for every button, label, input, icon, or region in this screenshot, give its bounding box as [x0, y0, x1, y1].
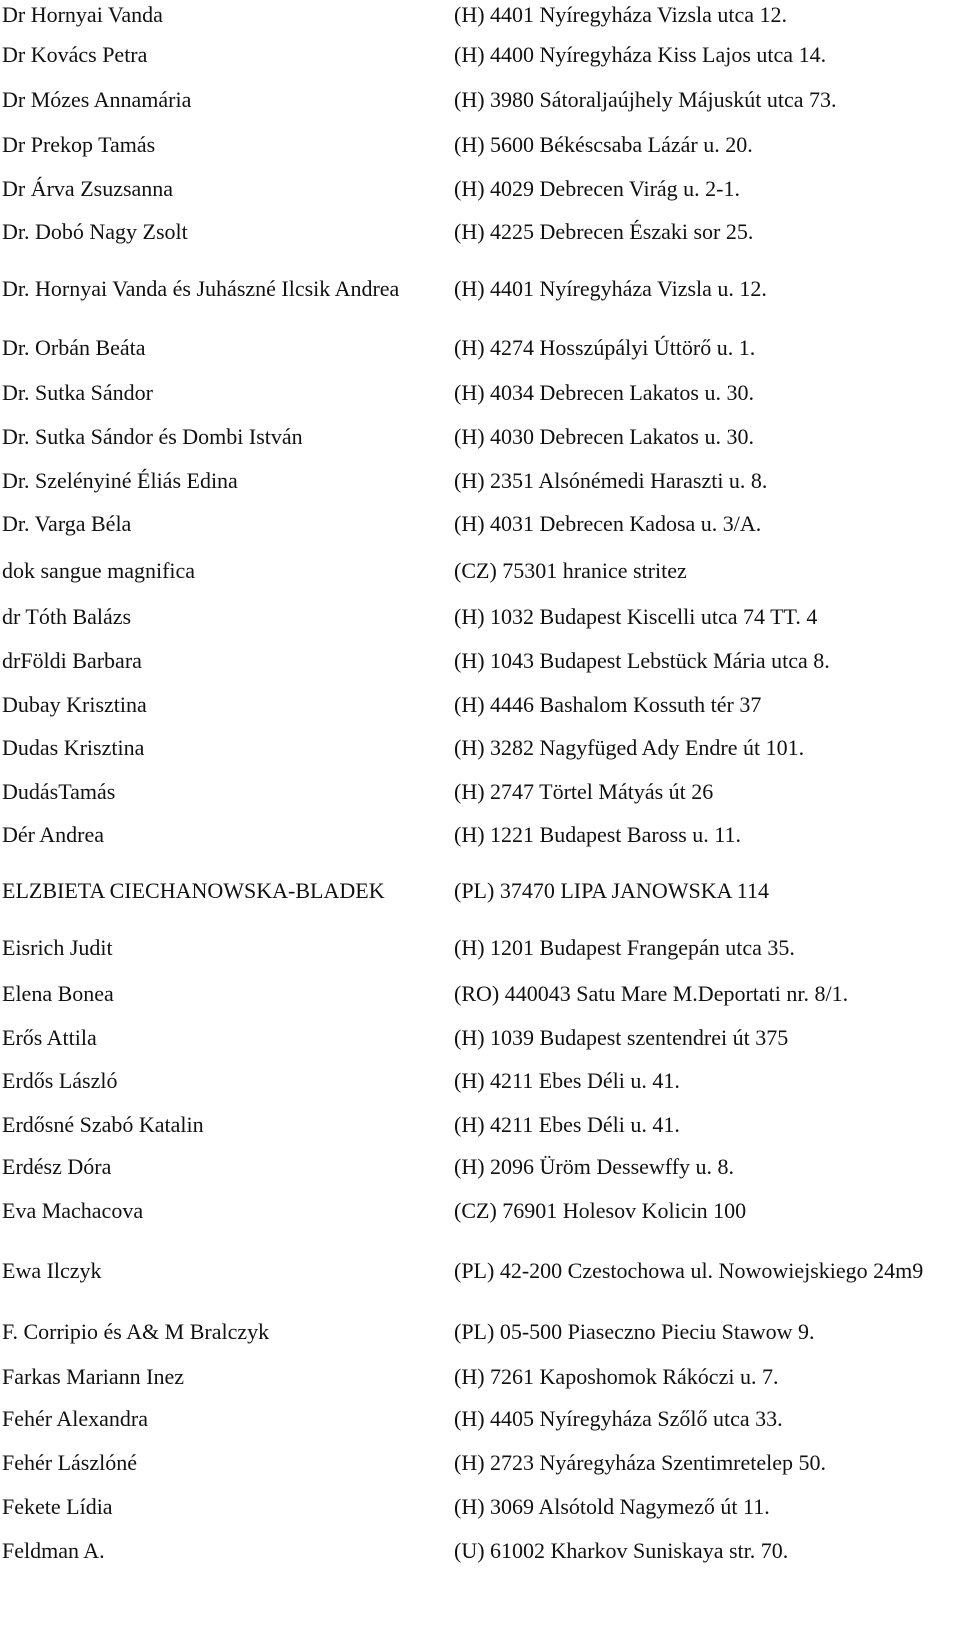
- entry-address: [454, 122, 960, 166]
- entry-name: [2, 1484, 422, 1528]
- entry-address-text: (H) 3069 Alsótold Nagymező út 11.: [454, 1493, 770, 1519]
- entry-name: [2, 210, 422, 252]
- entry-address-text: (H) 4034 Debrecen Lakatos u. 30.: [454, 379, 754, 405]
- entry-name-text: Erős Attila: [2, 1024, 97, 1050]
- entry-name: [2, 812, 422, 856]
- entry-name-text: Dr. Orbán Beáta: [2, 334, 146, 360]
- entry-name: [2, 724, 422, 770]
- entry-address: [454, 636, 960, 684]
- entry-address-text: (H) 4211 Ebes Déli u. 41.: [454, 1111, 680, 1137]
- directory-row: [0, 324, 960, 370]
- entry-name-text: Dér Andrea: [2, 821, 105, 847]
- entry-address: [454, 1396, 960, 1440]
- entry-name: [2, 1306, 422, 1356]
- entry-address-text: (CZ) 76901 Holesov Kolicin 100: [454, 1197, 747, 1223]
- entry-address-text: (H) 2351 Alsónémedi Haraszti u. 8.: [454, 467, 768, 493]
- entry-name: [2, 458, 422, 502]
- entry-name-text: DudásTamás: [2, 778, 116, 804]
- entry-address: [454, 414, 960, 458]
- entry-name: [2, 0, 422, 28]
- entry-name: [2, 1528, 422, 1572]
- entry-name-text: Fehér Lászlóné: [2, 1449, 137, 1475]
- entry-address-text: (H) 1043 Budapest Lebstück Mária utca 8.: [454, 647, 830, 673]
- directory-row: [0, 32, 960, 76]
- entry-address-text: (PL) 37470 LIPA JANOWSKA 114: [454, 877, 769, 903]
- entry-address-text: (H) 4400 Nyíregyháza Kiss Lajos utca 14.: [454, 41, 827, 67]
- entry-name: [2, 370, 422, 414]
- entry-name: [2, 1058, 422, 1102]
- entry-name-text: Elena Bonea: [2, 980, 114, 1006]
- entry-name-text: Farkas Mariann Inez: [2, 1363, 185, 1389]
- entry-name: [2, 970, 422, 1016]
- entry-name: [2, 684, 422, 724]
- entry-address: [454, 544, 960, 596]
- directory-row: [0, 684, 960, 724]
- entry-name: [2, 324, 422, 370]
- entry-name-text: Dr. Varga Béla: [2, 510, 132, 536]
- entry-name: [2, 544, 422, 596]
- directory-row: [0, 252, 960, 324]
- entry-address: [454, 1440, 960, 1484]
- entry-name-text: Dr. Szelényiné Éliás Edina: [2, 467, 238, 493]
- entry-address: [454, 76, 960, 122]
- entry-address-text: (H) 4030 Debrecen Lakatos u. 30.: [454, 423, 754, 449]
- entry-name-text: Dr. Sutka Sándor: [2, 379, 153, 405]
- entry-address-text: (PL) 05-500 Piaseczno Pieciu Stawow 9.: [454, 1318, 815, 1344]
- entry-name-text: Erdős László: [2, 1067, 118, 1093]
- entry-name-text: dr Tóth Balázs: [2, 603, 132, 629]
- entry-name-text: Ewa Ilczyk: [2, 1257, 102, 1283]
- entry-address: [454, 770, 960, 812]
- entry-name: [2, 1396, 422, 1440]
- entry-name-text: ELZBIETA CIECHANOWSKA-BLADEK: [2, 877, 385, 903]
- entry-name: [2, 414, 422, 458]
- directory-row: [0, 1484, 960, 1528]
- entry-name: [2, 1146, 422, 1186]
- entry-name-text: Dr Hornyai Vanda: [2, 1, 163, 27]
- entry-address-text: (H) 4405 Nyíregyháza Szőlő utca 33.: [454, 1405, 783, 1431]
- entry-name-text: Feldman A.: [2, 1537, 105, 1563]
- directory-row: [0, 370, 960, 414]
- entry-address-text: (H) 2747 Törtel Mátyás út 26: [454, 778, 714, 804]
- entry-address-text: (U) 61002 Kharkov Suniskaya str. 70.: [454, 1537, 789, 1563]
- entry-address-text: (H) 5600 Békéscsaba Lázár u. 20.: [454, 131, 753, 157]
- directory-row: [0, 970, 960, 1016]
- directory-row: [0, 166, 960, 210]
- entry-address: [454, 370, 960, 414]
- entry-name-text: Dr. Hornyai Vanda és Juhászné Ilcsik Andrea: [2, 275, 400, 301]
- entry-address-text: (H) 1039 Budapest szentendrei út 375: [454, 1024, 789, 1050]
- directory-row: [0, 1058, 960, 1102]
- directory-row: [0, 1440, 960, 1484]
- entry-address-text: (H) 2096 Üröm Dessewffy u. 8.: [454, 1153, 735, 1179]
- directory-row: [0, 1528, 960, 1572]
- entry-name-text: Fehér Alexandra: [2, 1405, 148, 1431]
- entry-address-text: (PL) 42-200 Czestochowa ul. Nowowiejskiego 24m9: [454, 1257, 924, 1283]
- directory-row: [0, 812, 960, 856]
- entry-name-text: Eisrich Judit: [2, 934, 113, 960]
- directory-row: [0, 1102, 960, 1146]
- entry-name: [2, 1440, 422, 1484]
- directory-row: [0, 1186, 960, 1234]
- entry-address-text: (H) 4401 Nyíregyháza Vizsla utca 12.: [454, 1, 788, 27]
- entry-address: [454, 1234, 960, 1306]
- entry-name-text: Dr Árva Zsuzsanna: [2, 175, 174, 201]
- entry-name-text: Fekete Lídia: [2, 1493, 113, 1519]
- entry-name: [2, 122, 422, 166]
- entry-address-text: (H) 4211 Ebes Déli u. 41.: [454, 1067, 680, 1093]
- entry-name: [2, 1016, 422, 1058]
- entry-name-text: drFöldi Barbara: [2, 647, 142, 673]
- entry-address: [454, 1306, 960, 1356]
- entry-name-text: Dr Prekop Tamás: [2, 131, 156, 157]
- entry-address: [454, 856, 960, 924]
- entry-address: [454, 1016, 960, 1058]
- entry-address-text: (H) 7261 Kaposhomok Rákóczi u. 7.: [454, 1363, 779, 1389]
- entry-name-text: dok sangue magnifica: [2, 557, 196, 583]
- entry-name: [2, 1102, 422, 1146]
- directory-row: [0, 1396, 960, 1440]
- entry-address: [454, 1058, 960, 1102]
- entry-address: [454, 252, 960, 324]
- entry-address: [454, 166, 960, 210]
- directory-row: [0, 1234, 960, 1306]
- entry-address-text: (CZ) 75301 hranice stritez: [454, 557, 687, 583]
- directory-row: [0, 414, 960, 458]
- entry-name-text: Dr Kovács Petra: [2, 41, 148, 67]
- entry-address: [454, 1484, 960, 1528]
- entry-name: [2, 596, 422, 636]
- entry-name-text: Dr Mózes Annamária: [2, 86, 192, 112]
- entry-name-text: Dr. Dobó Nagy Zsolt: [2, 218, 188, 244]
- entry-address: [454, 1102, 960, 1146]
- directory-row: [0, 458, 960, 502]
- entry-name: [2, 1356, 422, 1396]
- directory-row: [0, 1306, 960, 1356]
- entry-address: [454, 0, 960, 28]
- entry-address: [454, 724, 960, 770]
- entry-name: [2, 1186, 422, 1234]
- entry-address: [454, 502, 960, 544]
- entry-address-text: (H) 1221 Budapest Baross u. 11.: [454, 821, 741, 847]
- directory-row: [0, 770, 960, 812]
- entry-name: [2, 1234, 422, 1306]
- entry-address-text: (H) 3980 Sátoraljaújhely Májuskút utca 73.: [454, 86, 837, 112]
- entry-address-text: (RO) 440043 Satu Mare M.Deportati nr. 8/1.: [454, 980, 849, 1006]
- entry-name-text: F. Corripio és A& M Bralczyk: [2, 1318, 270, 1344]
- directory-row: [0, 724, 960, 770]
- entry-address-text: (H) 4031 Debrecen Kadosa u. 3/A.: [454, 510, 762, 536]
- entry-name-text: Dubay Krisztina: [2, 691, 147, 717]
- entry-address: [454, 1356, 960, 1396]
- entry-address: [454, 458, 960, 502]
- entry-address-text: (H) 4274 Hosszúpályi Úttörő u. 1.: [454, 334, 756, 360]
- entry-address-text: (H) 1201 Budapest Frangepán utca 35.: [454, 934, 795, 960]
- entry-address: [454, 324, 960, 370]
- directory-row: [0, 636, 960, 684]
- entry-address: [454, 684, 960, 724]
- directory-row: [0, 1356, 960, 1396]
- entry-address: [454, 924, 960, 970]
- entry-address: [454, 32, 960, 76]
- entry-name: [2, 770, 422, 812]
- entry-address-text: (H) 4401 Nyíregyháza Vizsla u. 12.: [454, 275, 767, 301]
- entry-name-text: Erdősné Szabó Katalin: [2, 1111, 204, 1137]
- entry-address: [454, 596, 960, 636]
- entry-address-text: (H) 4225 Debrecen Északi sor 25.: [454, 218, 754, 244]
- entry-address-text: (H) 1032 Budapest Kiscelli utca 74 TT. 4: [454, 603, 818, 629]
- entry-address: [454, 1186, 960, 1234]
- entry-address: [454, 970, 960, 1016]
- directory-row: [0, 544, 960, 596]
- directory-row: [0, 76, 960, 122]
- entry-address: [454, 1528, 960, 1572]
- entry-address: [454, 812, 960, 856]
- directory-row: [0, 1146, 960, 1186]
- entry-name: [2, 76, 422, 122]
- directory-row: [0, 1016, 960, 1058]
- entry-name: [2, 502, 422, 544]
- entry-name: [2, 166, 422, 210]
- directory-row: [0, 596, 960, 636]
- entry-address-text: (H) 4029 Debrecen Virág u. 2-1.: [454, 175, 741, 201]
- entry-name-text: Erdész Dóra: [2, 1153, 112, 1179]
- entry-address: [454, 210, 960, 252]
- directory-row: [0, 122, 960, 166]
- entry-address: [454, 1146, 960, 1186]
- entry-name: [2, 636, 422, 684]
- entry-name-text: Dr. Sutka Sándor és Dombi István: [2, 423, 303, 449]
- entry-name: [2, 32, 422, 76]
- directory-row: [0, 856, 960, 924]
- directory-row: [0, 210, 960, 252]
- entry-address-text: (H) 2723 Nyáregyháza Szentimretelep 50.: [454, 1449, 827, 1475]
- entry-name: [2, 924, 422, 970]
- entry-name-text: Eva Machacova: [2, 1197, 144, 1223]
- directory-row: [0, 0, 960, 28]
- entry-address-text: (H) 4446 Bashalom Kossuth tér 37: [454, 691, 762, 717]
- entry-name-text: Dudas Krisztina: [2, 734, 145, 760]
- entry-name: [2, 252, 422, 324]
- directory-row: [0, 502, 960, 544]
- directory-row: [0, 924, 960, 970]
- entry-address-text: (H) 3282 Nagyfüged Ady Endre út 101.: [454, 734, 805, 760]
- entry-name: [2, 856, 422, 924]
